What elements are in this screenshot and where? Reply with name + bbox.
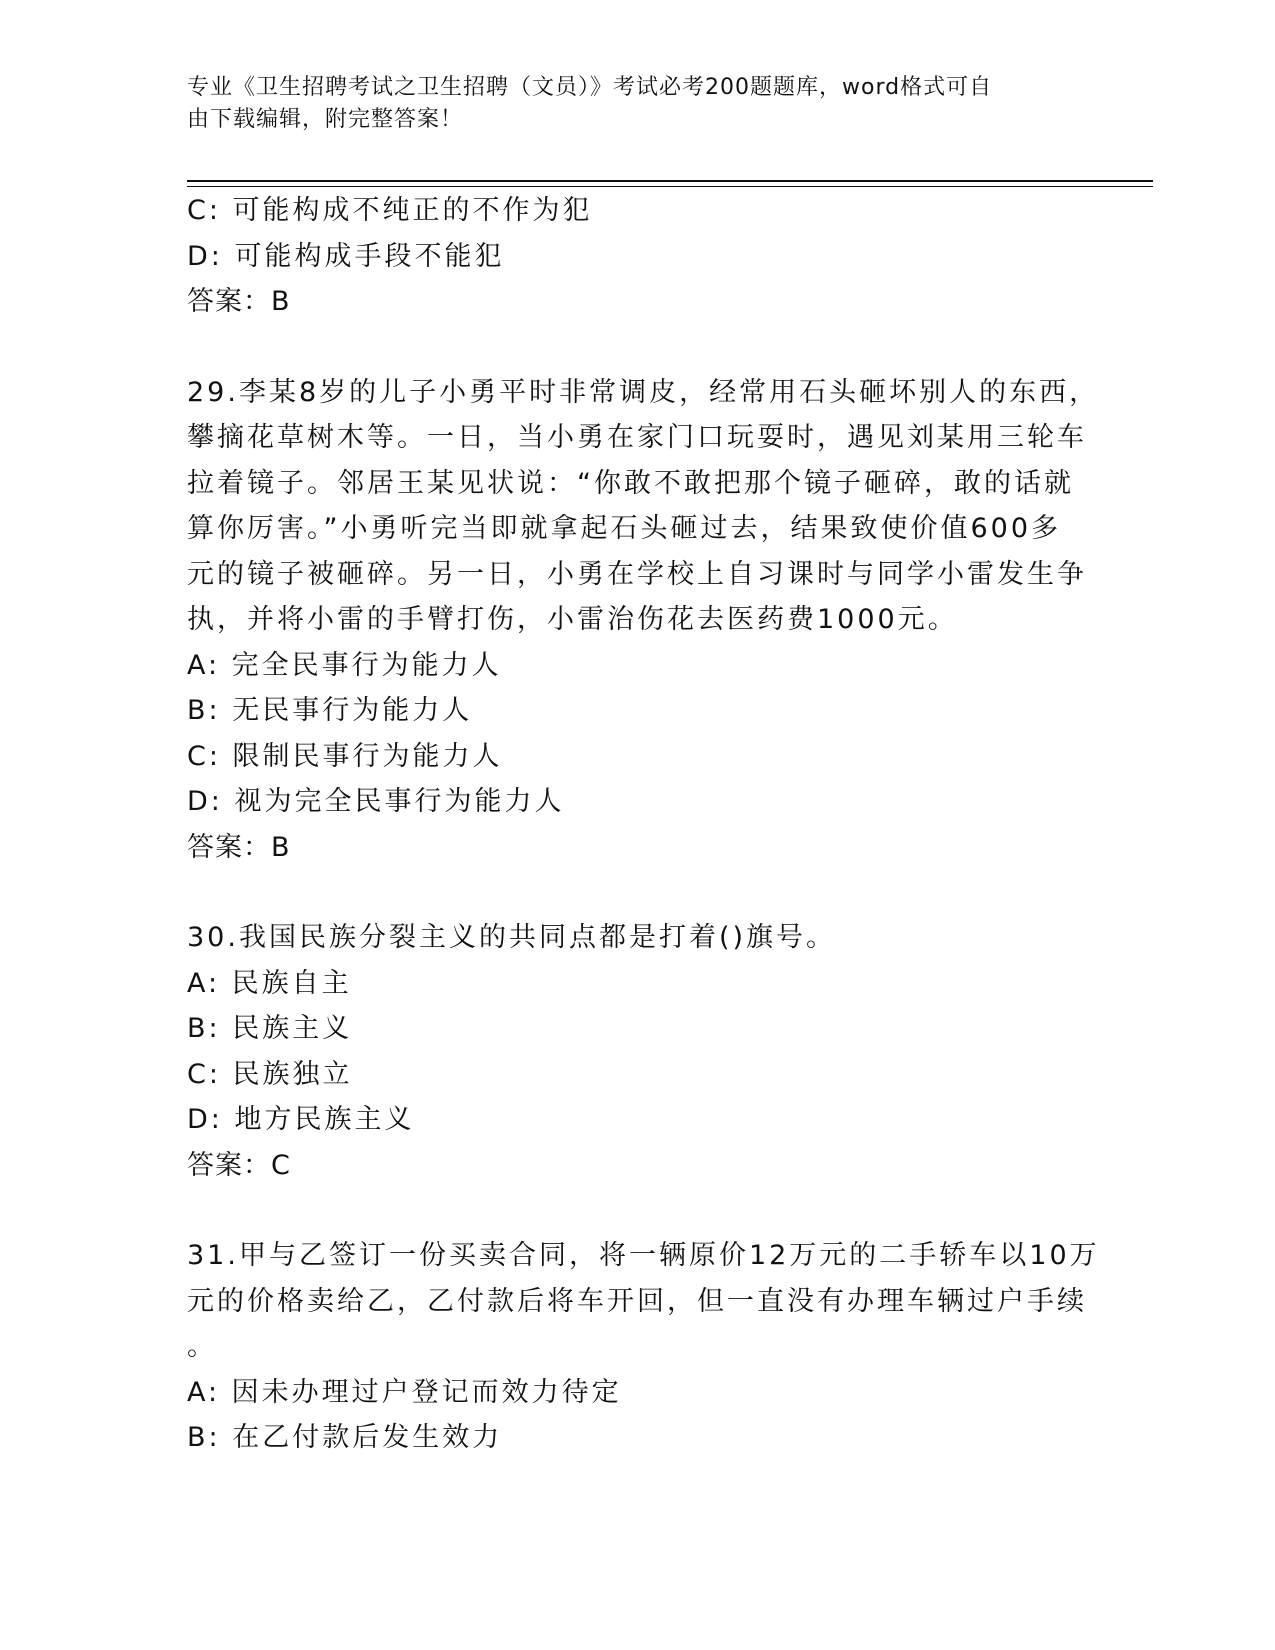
option-c: C: 可能构成不纯正的不作为犯: [187, 195, 593, 226]
option-a: A: 因未办理过户登记而效力待定: [187, 1376, 622, 1408]
stem-line: 元的镜子被砸碎。另一日，小勇在学校上自习课时与同学小雷发生争: [187, 558, 1087, 590]
question-stem: [187, 915, 1087, 961]
stem-line: 拉着镜子。邻居王某见状说：“你敢不敢把那个镜子砸碎，敢的话就: [187, 467, 1074, 499]
spacer: [187, 325, 1087, 370]
question-stem: [187, 1233, 1100, 1370]
stem-line: 执，并将小雷的手臂打伤，小雷治伤花去医药费1000元。: [187, 604, 958, 635]
question-29: [187, 370, 1100, 871]
option-c: C: 限制民事行为能力人: [187, 740, 503, 772]
stem-line: 29.李某8岁的儿子小勇平时非常调皮，经常用石头砸坏别人的东西，: [187, 376, 1100, 408]
option-b: B: 在乙付款后发生效力: [187, 1422, 503, 1453]
answer-line: 答案：B: [187, 831, 291, 863]
stem-line: 攀摘花草树木等。一日，当小勇在家门口玩耍时，遇见刘某用三轮车: [187, 422, 1087, 453]
spacer: [187, 1188, 1087, 1233]
stem-line: 。: [187, 1331, 217, 1362]
stem-line: 算你厉害。”小勇听完当即就拿起石头砸过去，结果致使价值600多: [187, 513, 1062, 544]
question-30: [187, 915, 1087, 1188]
header-divider-thick: [187, 180, 1153, 182]
option-c: C: 民族独立: [187, 1058, 353, 1090]
answer-line: 答案：C: [187, 1149, 291, 1181]
question-31: [187, 1233, 1100, 1461]
question-list: [187, 188, 1100, 1461]
stem-line: 30.我国民族分裂主义的共同点都是打着()旗号。: [187, 922, 837, 953]
stem-line: 31.甲与乙签订一份买卖合同，将一辆原价12万元的二手轿车以10万: [187, 1240, 1100, 1271]
header-line-2: 由下载编辑，附完整答案！: [187, 107, 464, 132]
question-stem: [187, 370, 1100, 643]
header-divider-thin: [187, 186, 1153, 187]
page-header: [187, 72, 1087, 136]
option-a: A: 民族自主: [187, 967, 352, 999]
answer-line: 答案：B: [187, 286, 291, 317]
option-d: D: 地方民族主义: [187, 1104, 415, 1135]
header-line-1: 专业《卫生招聘考试之卫生招聘（文员）》考试必考200题题库，word格式可自: [187, 75, 993, 100]
option-b: B: 无民事行为能力人: [187, 695, 473, 726]
option-b: B: 民族主义: [187, 1013, 353, 1044]
spacer: [187, 870, 1087, 915]
question-28-continued: [187, 188, 1087, 325]
option-d: D: 可能构成手段不能犯: [187, 240, 505, 272]
stem-line: 元的价格卖给乙，乙付款后将车开回，但一直没有办理车辆过户手续: [187, 1285, 1087, 1317]
option-a: A: 完全民事行为能力人: [187, 649, 502, 681]
option-d: D: 视为完全民事行为能力人: [187, 786, 565, 817]
